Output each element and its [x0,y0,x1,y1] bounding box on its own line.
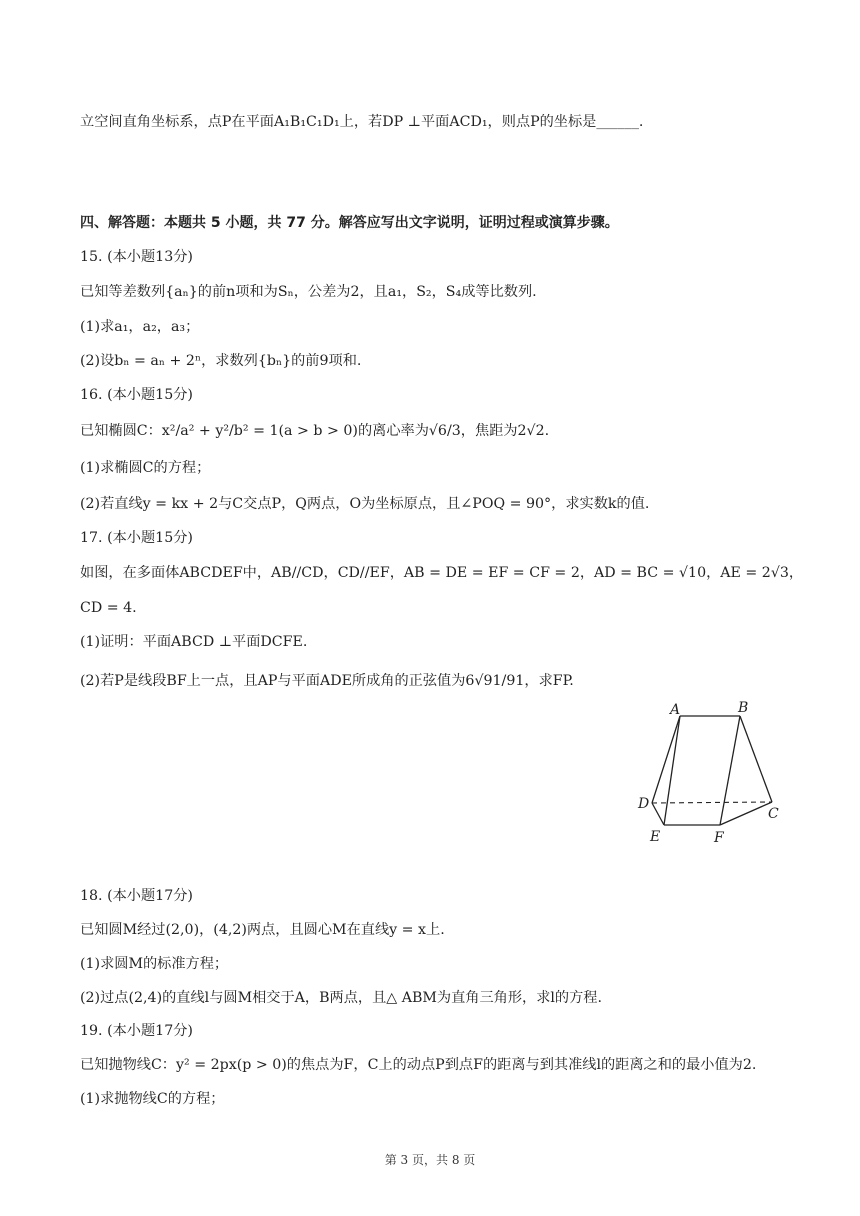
page-footer: 第 3 页，共 8 页 [384,1153,476,1167]
text-line: CD = 4. [80,600,137,616]
vertex-label-e: E [650,829,661,845]
edge-fc [720,802,772,825]
polyhedron-figure [630,694,790,850]
section-heading: 四、解答题：本题共 5 小题，共 77 分。解答应写出文字说明，证明过程或演算步骤。 [80,215,619,231]
vertex-label-c: C [768,806,779,822]
text-line: (1)求圆M的标准方程； [80,956,229,972]
text-line: 已知椭圆C：x²/a² + y²/b² = 1(a > b > 0)的离心率为√6/3，焦距为2√2. [80,423,550,439]
text-line: (1)证明：平面ABCD ⊥平面DCFE. [80,634,308,650]
question-header-19: 19. (本小题17分) [80,1023,193,1039]
text-line: 立空间直角坐标系，点P在平面A₁B₁C₁D₁上，若DP ⊥平面ACD₁，则点P的坐标是______. [80,114,644,130]
text-line: (2)若直线y = kx + 2与C交点P，Q两点，O为坐标原点，且∠POQ = 90°，求实数k的值. [80,496,650,512]
edge-ad [652,716,680,803]
edge-de [652,803,664,825]
text-line: 如图，在多面体ABCDEF中，AB//CD，CD//EF，AB = DE = EF = CF = 2，AD = BC = √10，AE = 2√3， [80,565,804,581]
question-header-17: 17. (本小题15分) [80,530,193,546]
edge-bc [740,716,772,802]
edge-bf [720,716,740,825]
text-line: (2)若P是线段BF上一点，且AP与平面ADE所成角的正弦值为6√91/91，求FP. [80,673,574,689]
text-line: 已知圆M经过(2,0)，(4,2)两点，且圆心M在直线y = x上. [80,922,445,938]
vertex-label-a: A [670,702,681,718]
text-line: (1)求椭圆C的方程； [80,460,211,476]
text-line: 已知等差数列{aₙ}的前n项和为Sₙ，公差为2，且a₁，S₂，S₄成等比数列. [80,284,537,300]
question-header-16: 16. (本小题15分) [80,387,193,403]
vertex-label-f: F [714,830,724,846]
question-header-18: 18. (本小题17分) [80,888,193,904]
text-line: (1)求抛物线C的方程； [80,1091,225,1107]
question-header-15: 15. (本小题13分) [80,249,193,265]
vertex-label-b: B [738,700,749,716]
text-line: (2)设bₙ = aₙ + 2ⁿ，求数列{bₙ}的前9项和. [80,353,362,369]
text-line: (2)过点(2,4)的直线l与圆M相交于A，B两点，且△ ABM为直角三角形，求l的方程. [80,990,603,1006]
edge-ae [664,716,680,825]
vertex-label-d: D [638,796,650,812]
text-line: (1)求a₁，a₂，a₃； [80,319,200,335]
edge-dc-hidden [652,802,772,803]
text-line: 已知抛物线C：y² = 2px(p > 0)的焦点为F，C上的动点P到点F的距离与到其准线l的距离之和的最小值为2. [80,1057,757,1073]
